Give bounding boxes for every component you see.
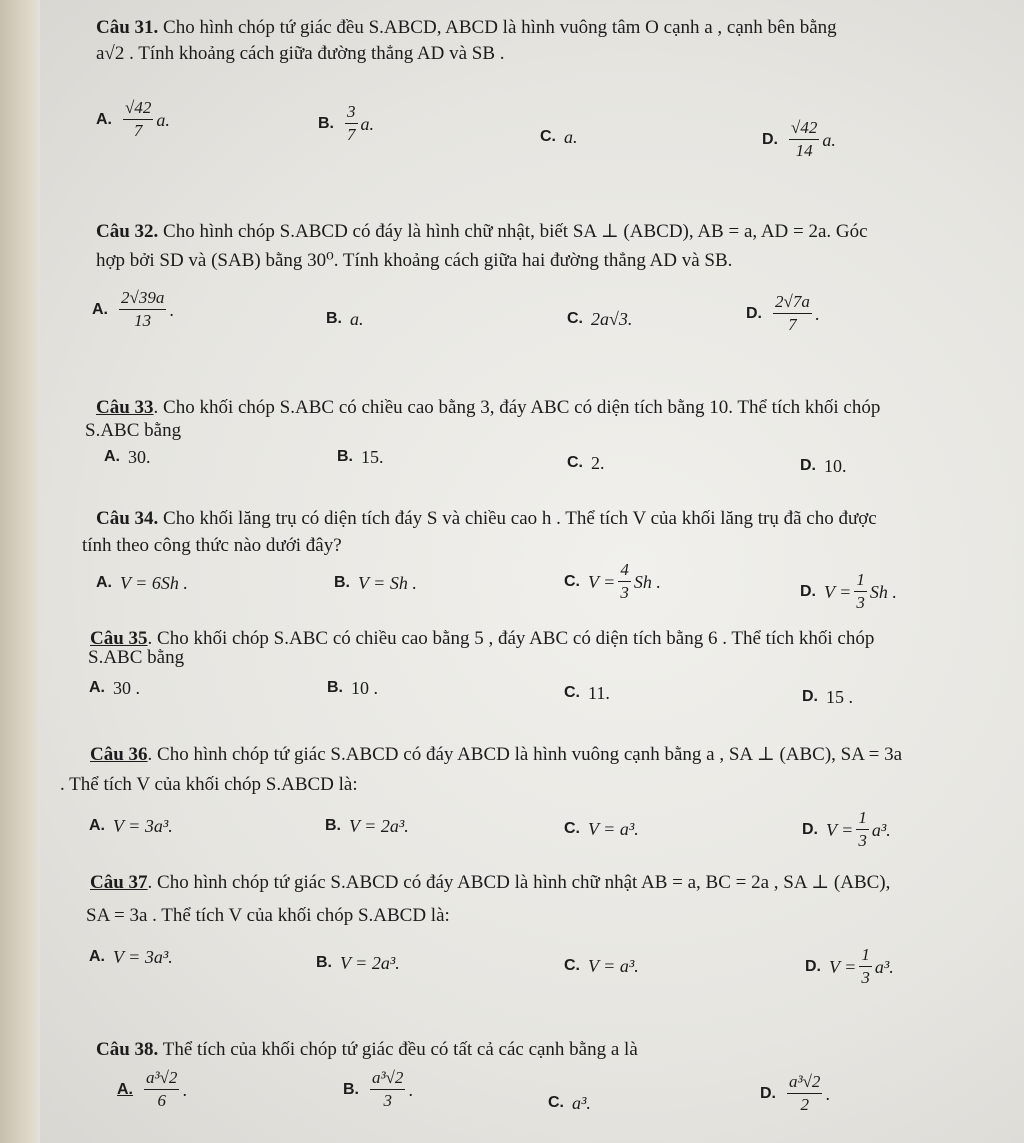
- option-38-a: A. $\frac{\text{a³√2}}{6}$ .: [117, 1068, 187, 1110]
- option-36-c: C. V = a³.: [564, 819, 639, 839]
- question-33: [96, 395, 880, 421]
- question-number: Câu 38.: [96, 1039, 159, 1060]
- fraction: $\frac{\text{a³√2}}{3}$: [372, 1068, 404, 1110]
- option-33-c: C. 2.: [567, 453, 605, 473]
- option-34-c: C. V = $\frac{4}{3}$ Sh .: [564, 560, 661, 602]
- fraction: $\frac{2√39a}{13}$: [121, 288, 165, 330]
- question-34-line2: [82, 533, 342, 559]
- page-left-edge: [0, 0, 40, 1143]
- option-32-a: A. $\frac{2√39a}{13}$ .: [92, 288, 174, 330]
- question-33-line2: [85, 418, 181, 444]
- question-36: [90, 742, 902, 768]
- fraction: $\frac{\text{a³√2}}{2}$: [789, 1072, 821, 1114]
- question-number: Câu 31.: [96, 17, 159, 38]
- question-number: Câu 35: [90, 628, 148, 649]
- question-number: Câu 34.: [96, 508, 159, 529]
- question-37-line2: [86, 903, 450, 929]
- question-35-line2: [88, 645, 184, 671]
- question-text: Cho hình chóp tứ giác đều S.ABCD, ABCD là hình vuông tâm O cạnh a , cạnh bên bằng: [163, 17, 837, 38]
- option-35-d: D. 15 .: [802, 687, 853, 707]
- question-text: . Cho khối chóp S.ABC có chiều cao bằng 5 , đáy ABC có diện tích bằng 6 . Thể tích khối chóp: [147, 628, 875, 649]
- fraction: $\frac{1}{3}$: [856, 570, 865, 612]
- question-number: Câu 32.: [96, 221, 159, 242]
- option-38-c: C. a³.: [548, 1093, 591, 1113]
- question-text: S.ABC bằng: [88, 647, 185, 668]
- question-text: Thể tích của khối chóp tứ giác đều có tất cả các cạnh bằng a là: [162, 1039, 638, 1060]
- fraction: $\frac{√42}{7}$: [125, 98, 152, 140]
- option-37-b: B. V = 2a³.: [316, 953, 400, 973]
- option-31-b: B. $\frac{3}{7}$ a.: [318, 102, 374, 144]
- option-33-d: D. 10.: [800, 456, 847, 476]
- option-31-a: A. $\frac{√42}{7}$ a.: [96, 98, 170, 140]
- question-text: Cho hình chóp S.ABCD có đáy là hình chữ nhật, biết SA ⊥ (ABCD), AB = a, AD = 2a. Góc: [163, 221, 868, 242]
- fraction: $\frac{1}{3}$: [861, 945, 870, 987]
- question-number: Câu 33: [96, 397, 154, 418]
- option-33-a: A. 30.: [104, 447, 151, 467]
- question-37: [90, 870, 890, 896]
- option-37-c: C. V = a³.: [564, 956, 639, 976]
- question-32: [96, 219, 868, 245]
- option-36-d: D. V = $\frac{1}{3}$ a³.: [802, 808, 891, 850]
- question-36-line2: [60, 772, 358, 798]
- option-34-b: B. V = Sh .: [334, 573, 417, 593]
- fraction: $\frac{√42}{14}$: [791, 118, 818, 160]
- option-32-d: D. $\frac{2√7a}{7}$ .: [746, 292, 820, 334]
- option-33-b: B. 15.: [337, 447, 384, 467]
- question-text: . Cho hình chóp tứ giác S.ABCD có đáy ABCD là hình vuông cạnh bằng a , SA ⊥ (ABC), SA = 3a: [147, 744, 903, 765]
- fraction: $\frac{3}{7}$: [347, 102, 356, 144]
- option-38-b: B. $\frac{\text{a³√2}}{3}$ .: [343, 1068, 413, 1110]
- question-text: hợp bởi SD và (SAB) bằng 30⁰. Tính khoảng cách giữa hai đường thẳng AD và SB.: [96, 250, 733, 271]
- option-37-d: D. V = $\frac{1}{3}$ a³.: [805, 945, 894, 987]
- option-35-a: A. 30 .: [89, 678, 140, 698]
- fraction: $\frac{1}{3}$: [858, 808, 867, 850]
- question-38: [96, 1037, 638, 1063]
- option-35-c: C. 11.: [564, 683, 610, 703]
- question-text: S.ABC bằng: [85, 420, 182, 441]
- option-36-b: B. V = 2a³.: [325, 816, 409, 836]
- question-text: a√2 . Tính khoảng cách giữa đường thẳng AD và SB .: [96, 43, 505, 64]
- option-36-a: A. V = 3a³.: [89, 816, 173, 836]
- option-37-a: A. V = 3a³.: [89, 947, 173, 967]
- question-31: [96, 15, 837, 41]
- option-31-d: D. $\frac{√42}{14}$ a.: [762, 118, 836, 160]
- option-32-b: B. a.: [326, 309, 364, 329]
- question-text: SA = 3a . Thể tích V của khối chóp S.ABCD là:: [86, 905, 450, 926]
- question-32-line2: [96, 248, 732, 274]
- fraction: $\frac{2√7a}{7}$: [775, 292, 810, 334]
- question-text: Cho khối lăng trụ có diện tích đáy S và chiều cao h . Thể tích V của khối lăng trụ đã cho được: [163, 508, 877, 529]
- option-38-d: D. $\frac{\text{a³√2}}{2}$ .: [760, 1072, 830, 1114]
- question-number: Câu 36: [90, 744, 148, 765]
- question-text: . Cho hình chóp tứ giác S.ABCD có đáy ABCD là hình chữ nhật AB = a, BC = 2a , SA ⊥ (ABC),: [147, 872, 891, 893]
- option-35-b: B. 10 .: [327, 678, 378, 698]
- question-34: [96, 506, 877, 532]
- option-34-a: A. V = 6Sh .: [96, 573, 188, 593]
- fraction: $\frac{\text{a³√2}}{6}$: [146, 1068, 178, 1110]
- option-34-d: D. V = $\frac{1}{3}$ Sh .: [800, 570, 897, 612]
- option-32-c: C. 2a√3.: [567, 309, 633, 329]
- question-text: tính theo công thức nào dưới đây?: [82, 535, 342, 556]
- question-35: [90, 626, 874, 652]
- question-text: . Cho khối chóp S.ABC có chiều cao bằng 3, đáy ABC có diện tích bằng 10. Thể tích khối chóp: [153, 397, 881, 418]
- question-31-line2: [96, 41, 505, 67]
- question-text: . Thể tích V của khối chóp S.ABCD là:: [60, 774, 358, 795]
- fraction: $\frac{4}{3}$: [620, 560, 629, 602]
- question-number: Câu 37: [90, 872, 148, 893]
- option-31-c: C. a.: [540, 127, 578, 147]
